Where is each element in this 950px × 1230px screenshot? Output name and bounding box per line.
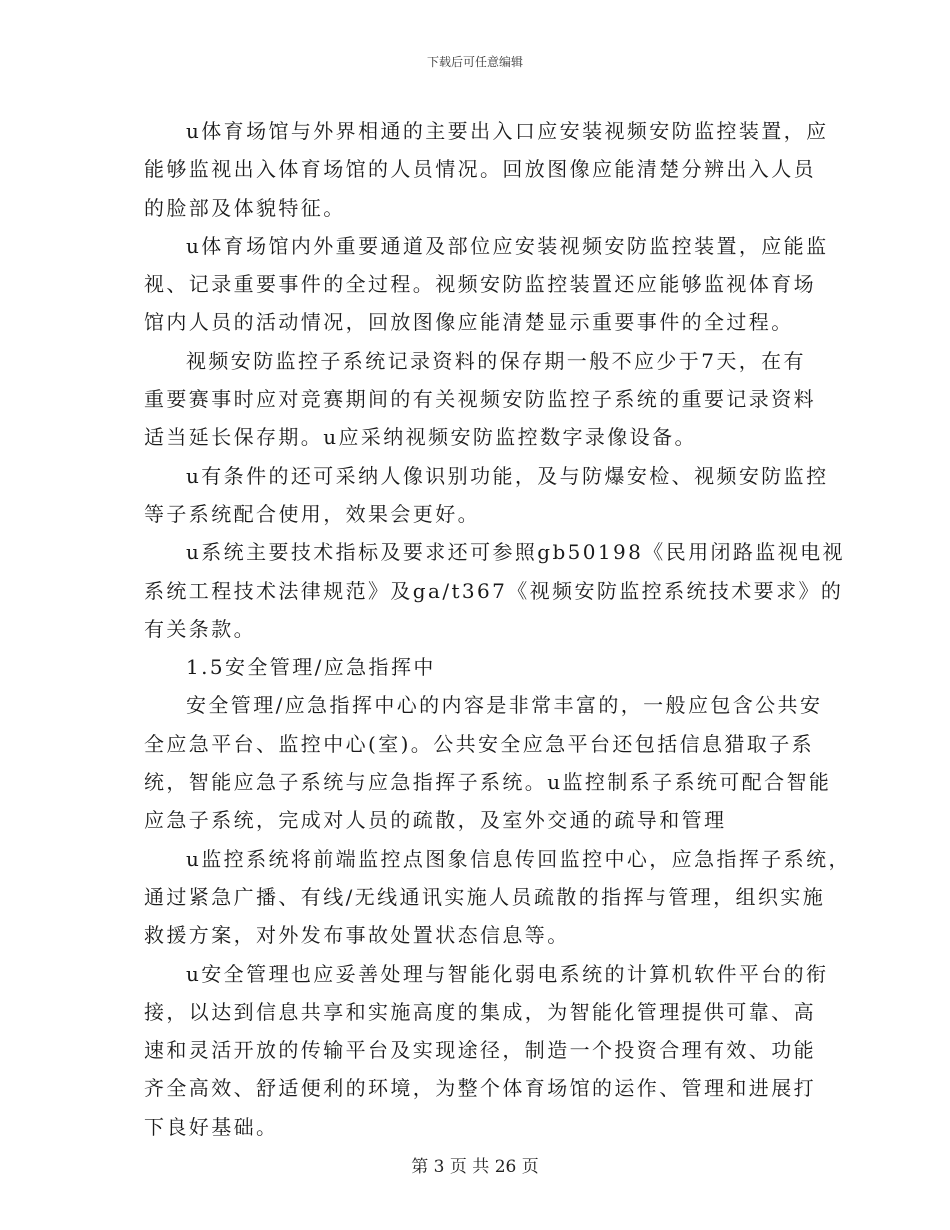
text-line: u安全管理也应妥善处理与智能化弱电系统的计算机软件平台的衔 <box>186 961 829 986</box>
text-line: 视、记录重要事件的全过程。视频安防监控装置还应能够监视体育场 <box>144 272 816 297</box>
text-line: 视频安防监控子系统记录资料的保存期一般不应少于7天，在有 <box>186 348 806 373</box>
text-line: 下良好基础。 <box>144 1114 279 1139</box>
text-line: 的脸部及体貌特征。 <box>144 195 346 220</box>
document-body <box>144 112 851 1146</box>
text-line: 系统工程技术法律规范》及ga/t367《视频安防监控系统技术要求》的 <box>144 578 844 603</box>
text-line: u系统主要技术指标及要求还可参照gb50198《民用闭路监视电视 <box>186 540 845 565</box>
text-line: 齐全高效、舒适便利的环境，为整个体育场馆的运作、管理和进展打 <box>144 1076 816 1101</box>
text-line: u监控系统将前端监控点图象信息传回监控中心，应急指挥子系统， <box>186 846 851 871</box>
text-line: 通过紧急广播、有线/无线通讯实施人员疏散的指挥与管理，组织实施 <box>144 884 826 909</box>
header-note: 下载后可任意编辑 <box>426 55 523 69</box>
text-line: 重要赛事时应对竞赛期间的有关视频安防监控子系统的重要记录资料 <box>144 387 816 412</box>
text-line: u体育场馆与外界相通的主要出入口应安装视频安防监控装置，应 <box>186 119 829 143</box>
page-footer: 第 3 页 共 26 页 <box>411 1157 539 1177</box>
text-line: 速和灵活开放的传输平台及实现途径，制造一个投资合理有效、功能 <box>144 1038 816 1063</box>
text-line: 应急子系统，完成对人员的疏散，及室外交通的疏导和管理 <box>144 808 727 833</box>
text-line: 安全管理/应急指挥中心的内容是非常丰富的，一般应包含公共安 <box>186 693 823 718</box>
text-line: 馆内人员的活动情况，回放图像应能清楚显示重要事件的全过程。 <box>144 310 794 335</box>
text-line: 救援方案，对外发布事故处置状态信息等。 <box>144 923 570 948</box>
text-line: 有关条款。 <box>144 616 256 641</box>
section-heading: 1.5安全管理/应急指挥中 <box>186 655 436 680</box>
text-line: 统，智能应急子系统与应急指挥子系统。u监控制系子系统可配合智能 <box>144 770 832 795</box>
text-line: 适当延长保存期。u应采纳视频安防监控数字录像设备。 <box>144 425 697 450</box>
text-line: 全应急平台、监控中心(室)。公共安全应急平台还包括信息猎取子系 <box>144 731 815 756</box>
text-line: 等子系统配合使用，效果会更好。 <box>144 501 480 526</box>
text-line: 接，以达到信息共享和实施高度的集成，为智能化管理提供可靠、高 <box>144 999 816 1024</box>
text-line: u有条件的还可采纳人像识别功能，及与防爆安检、视频安防监控 <box>186 463 829 488</box>
text-line: 能够监视出入体育场馆的人员情况。回放图像应能清楚分辨出入人员 <box>144 157 816 182</box>
text-line: u体育场馆内外重要通道及部位应安装视频安防监控装置，应能监 <box>186 233 829 258</box>
